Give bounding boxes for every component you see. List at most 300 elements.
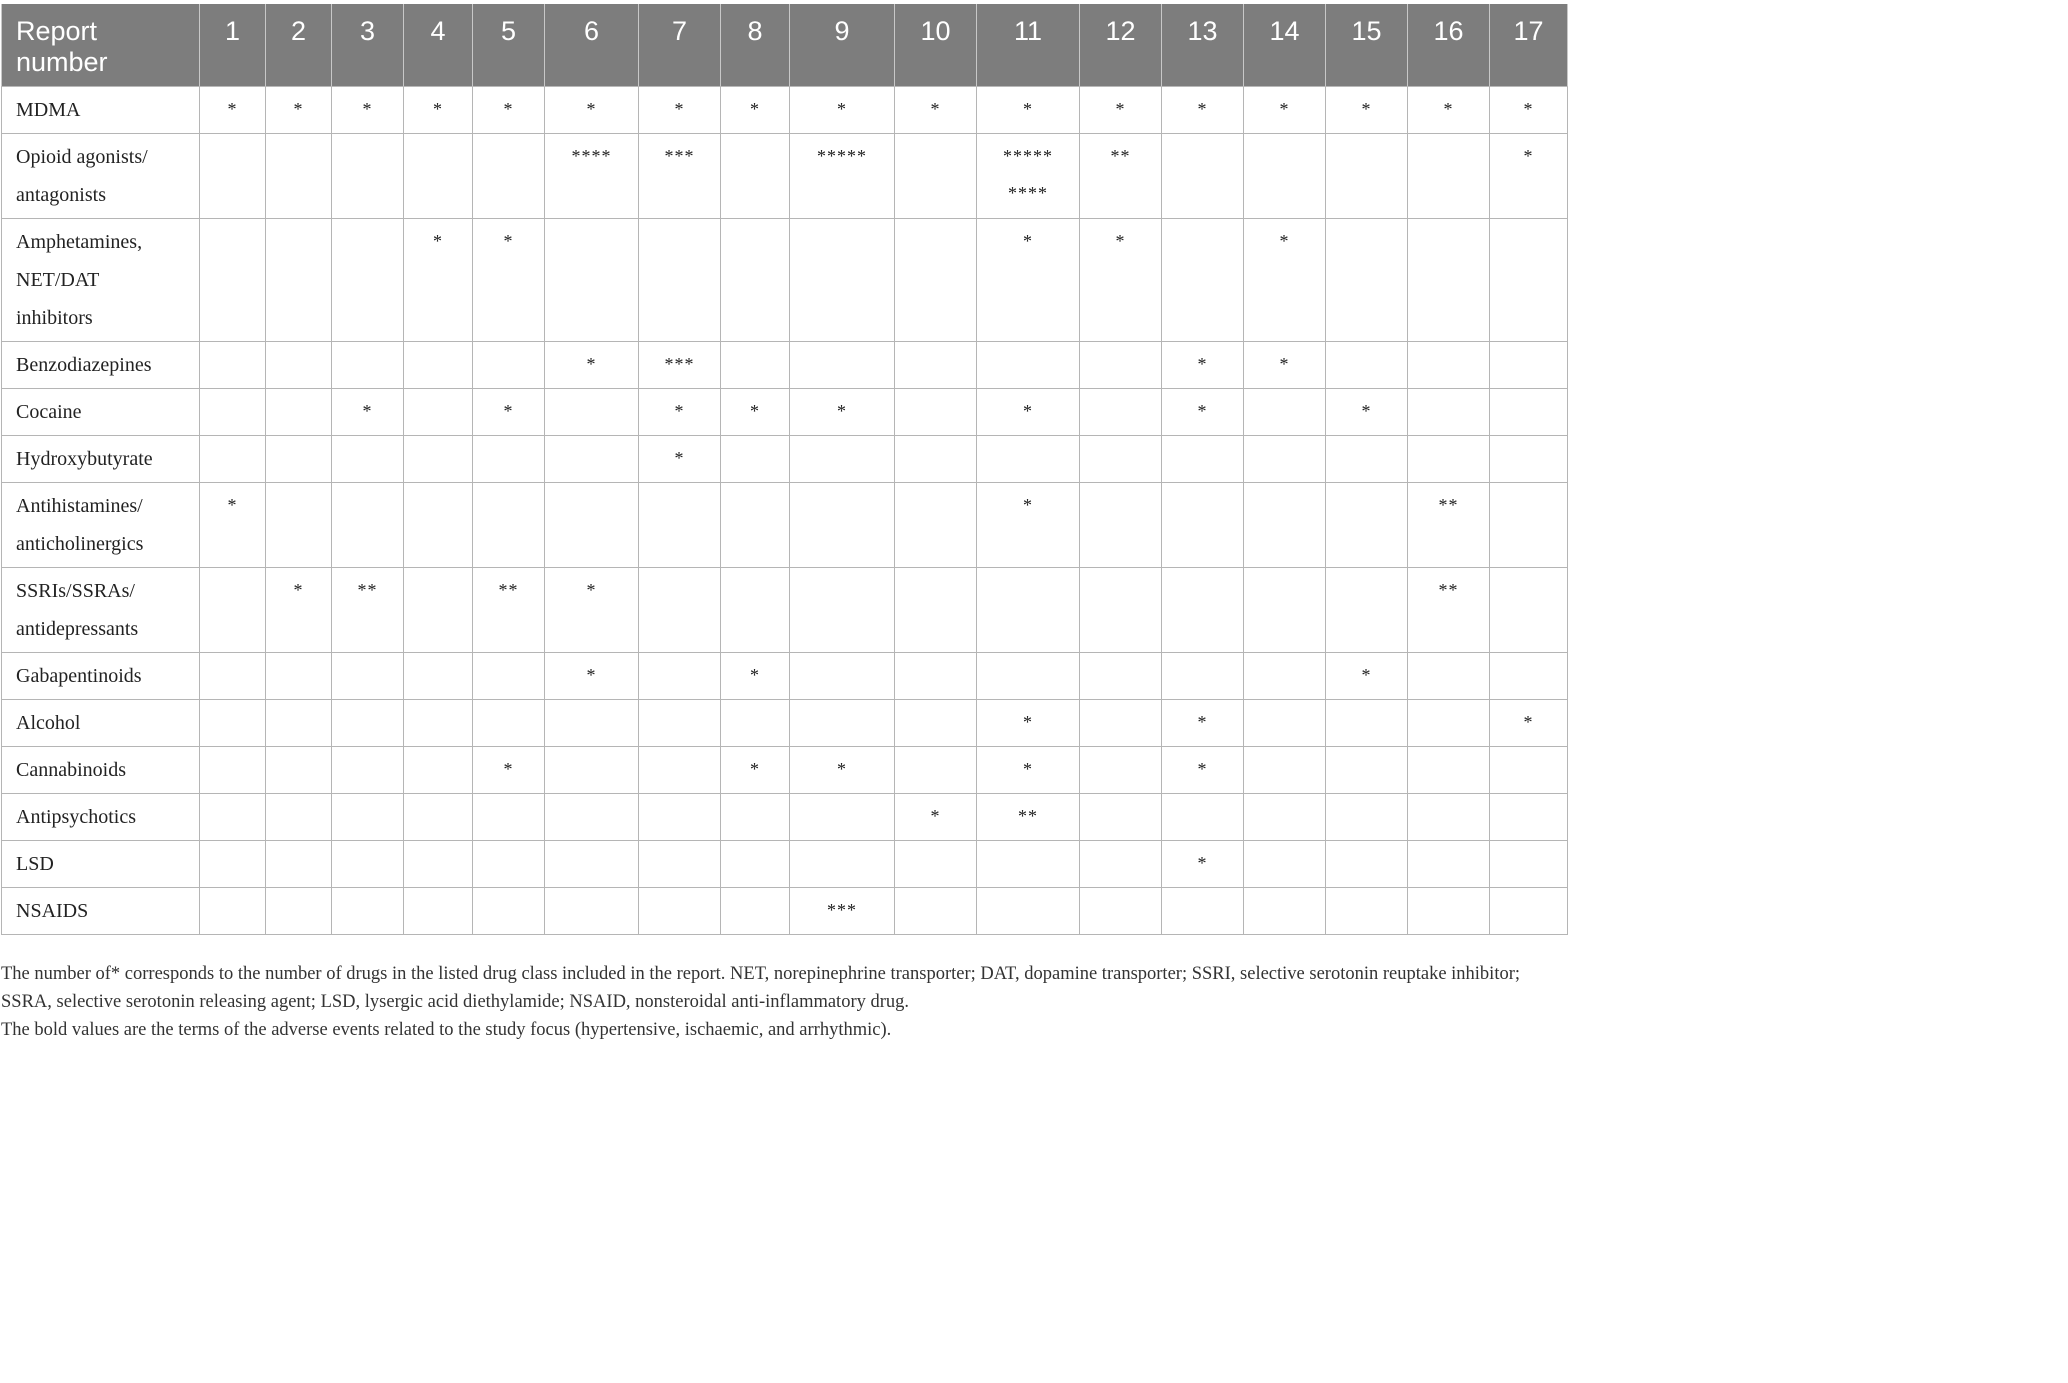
drug-count-cell	[721, 87, 790, 134]
drug-count-cell	[404, 568, 473, 653]
drug-count-stars: **	[1110, 146, 1131, 166]
drug-class-label: Cocaine	[2, 389, 200, 436]
drug-count-stars: *	[1523, 99, 1534, 119]
drug-count-cell	[545, 841, 639, 888]
drug-count-stars: *	[503, 99, 514, 119]
drug-count-cell	[1244, 747, 1326, 794]
drug-count-cell	[1244, 841, 1326, 888]
drug-count-stars: *	[1279, 99, 1290, 119]
drug-count-cell	[1080, 747, 1162, 794]
drug-count-cell	[1162, 700, 1244, 747]
drug-count-cell	[200, 794, 266, 841]
drug-count-cell	[545, 653, 639, 700]
drug-count-cell	[895, 219, 977, 342]
drug-count-cell	[200, 436, 266, 483]
drug-count-cell	[1244, 219, 1326, 342]
drug-count-stars: *	[837, 99, 847, 119]
drug-count-cell	[790, 747, 895, 794]
drug-count-stars: **	[1438, 495, 1459, 515]
drug-count-cell	[545, 436, 639, 483]
drug-count-cell	[639, 747, 721, 794]
drug-count-cell	[977, 483, 1080, 568]
drug-count-cell	[721, 568, 790, 653]
drug-count-cell	[473, 219, 545, 342]
drug-count-stars: *****	[817, 146, 867, 166]
drug-count-cell	[790, 794, 895, 841]
drug-count-stars: ***	[664, 354, 695, 374]
drug-count-cell	[1326, 794, 1408, 841]
drug-count-stars: *	[586, 354, 597, 374]
drug-count-cell	[200, 747, 266, 794]
drug-count-cell	[790, 342, 895, 389]
drug-count-cell	[639, 219, 721, 342]
drug-count-cell	[1244, 794, 1326, 841]
column-header-report-3: 3	[332, 4, 404, 87]
drug-count-cell	[895, 389, 977, 436]
drug-count-cell	[404, 134, 473, 219]
drug-count-stars: *	[227, 99, 238, 119]
drug-class-label: Antipsychotics	[2, 794, 200, 841]
drug-count-stars: **	[1018, 806, 1038, 826]
drug-count-cell	[977, 653, 1080, 700]
drug-count-cell	[1326, 841, 1408, 888]
drug-count-cell	[1326, 342, 1408, 389]
drug-count-cell	[1326, 888, 1408, 935]
drug-count-cell	[404, 747, 473, 794]
column-header-report-10: 10	[895, 4, 977, 87]
drug-count-cell	[977, 747, 1080, 794]
drug-count-cell	[977, 888, 1080, 935]
column-header-report-15: 15	[1326, 4, 1408, 87]
drug-count-cell	[200, 134, 266, 219]
drug-count-cell	[1326, 134, 1408, 219]
drug-count-cell	[895, 483, 977, 568]
drug-count-cell	[1490, 436, 1568, 483]
drug-count-cell	[332, 134, 404, 219]
drug-count-stars: *	[362, 99, 373, 119]
column-header-report-6: 6	[545, 4, 639, 87]
drug-count-cell	[977, 219, 1080, 342]
drug-count-cell	[1162, 568, 1244, 653]
drug-count-cell	[545, 794, 639, 841]
column-header-report-1: 1	[200, 4, 266, 87]
drug-count-cell	[1408, 389, 1490, 436]
drug-class-label: Cannabinoids	[2, 747, 200, 794]
drug-count-stars: *	[1197, 853, 1208, 873]
drug-count-cell	[332, 747, 404, 794]
drug-count-cell	[1244, 436, 1326, 483]
drug-count-cell	[977, 794, 1080, 841]
drug-count-cell	[1080, 219, 1162, 342]
drug-count-cell	[1244, 389, 1326, 436]
drug-count-stars: *	[674, 448, 685, 468]
drug-count-cell	[639, 888, 721, 935]
drug-count-cell	[1408, 653, 1490, 700]
drug-count-cell	[1162, 747, 1244, 794]
drug-count-cell	[1326, 653, 1408, 700]
column-header-report-13: 13	[1162, 4, 1244, 87]
drug-count-cell	[721, 888, 790, 935]
drug-count-cell	[790, 389, 895, 436]
drug-count-stars: *	[503, 759, 514, 779]
drug-count-stars: *	[1523, 146, 1534, 166]
column-header-report-5: 5	[473, 4, 545, 87]
drug-count-cell	[1408, 568, 1490, 653]
drug-count-cell	[639, 134, 721, 219]
drug-count-cell	[639, 87, 721, 134]
drug-count-cell	[1408, 747, 1490, 794]
drug-count-stars: *	[1023, 231, 1033, 251]
drug-count-stars: *	[362, 401, 373, 421]
drug-count-cell	[895, 653, 977, 700]
drug-count-cell	[332, 653, 404, 700]
drug-class-label: Antihistamines/ anticholinergics	[2, 483, 200, 568]
table-row	[2, 219, 1568, 342]
drug-count-cell	[639, 653, 721, 700]
drug-count-cell	[639, 389, 721, 436]
drug-count-cell	[266, 342, 332, 389]
drug-count-stars: *	[930, 806, 941, 826]
drug-count-cell	[473, 747, 545, 794]
header-row	[2, 4, 1568, 87]
drug-count-cell	[473, 87, 545, 134]
drug-count-cell	[721, 436, 790, 483]
drug-count-cell	[1080, 700, 1162, 747]
drug-count-cell	[977, 841, 1080, 888]
drug-count-cell	[332, 841, 404, 888]
drug-count-cell	[1490, 342, 1568, 389]
drug-count-cell	[404, 700, 473, 747]
drug-count-cell	[977, 342, 1080, 389]
table-row	[2, 888, 1568, 935]
drug-count-cell	[545, 389, 639, 436]
drug-count-cell	[200, 653, 266, 700]
drug-count-cell	[404, 219, 473, 342]
drug-count-cell	[1490, 483, 1568, 568]
drug-count-cell	[332, 219, 404, 342]
drug-count-stars: ***** ****	[1003, 146, 1053, 203]
drug-count-cell	[1490, 841, 1568, 888]
drug-class-label: Gabapentinoids	[2, 653, 200, 700]
drug-count-cell	[404, 436, 473, 483]
drug-count-cell	[639, 483, 721, 568]
drug-class-label: SSRIs/SSRAs/ antidepressants	[2, 568, 200, 653]
drug-count-cell	[639, 700, 721, 747]
drug-count-cell	[200, 568, 266, 653]
drug-count-cell	[473, 568, 545, 653]
drug-count-cell	[1162, 87, 1244, 134]
drug-count-stars: *	[750, 401, 760, 421]
drug-count-cell	[721, 841, 790, 888]
column-header-report-2: 2	[266, 4, 332, 87]
drug-count-cell	[1080, 389, 1162, 436]
drug-class-label: Alcohol	[2, 700, 200, 747]
drug-count-cell	[1244, 134, 1326, 219]
drug-count-cell	[200, 483, 266, 568]
drug-count-cell	[200, 389, 266, 436]
drug-count-cell	[200, 700, 266, 747]
drug-count-stars: *	[503, 401, 514, 421]
drug-count-stars: *	[1279, 354, 1290, 374]
drug-count-cell	[473, 483, 545, 568]
drug-count-cell	[545, 568, 639, 653]
drug-count-cell	[1162, 483, 1244, 568]
drug-count-cell	[790, 219, 895, 342]
drug-count-cell	[1326, 389, 1408, 436]
drug-count-cell	[266, 653, 332, 700]
column-header-report-11: 11	[977, 4, 1080, 87]
table-row	[2, 483, 1568, 568]
drug-class-label: Amphetamines, NET/DAT inhibitors	[2, 219, 200, 342]
drug-count-stars: *	[433, 99, 443, 119]
drug-count-cell	[721, 700, 790, 747]
drug-count-cell	[790, 436, 895, 483]
table-row	[2, 568, 1568, 653]
drug-count-cell	[639, 436, 721, 483]
drug-count-cell	[266, 888, 332, 935]
drug-count-cell	[721, 342, 790, 389]
drug-count-stars: *	[586, 665, 597, 685]
drug-count-cell	[1080, 483, 1162, 568]
drug-count-cell	[790, 653, 895, 700]
drug-count-stars: *	[293, 99, 304, 119]
drug-count-stars: *	[227, 495, 238, 515]
drug-class-label: Benzodiazepines	[2, 342, 200, 389]
drug-count-cell	[1326, 568, 1408, 653]
drug-count-stars: *	[1197, 99, 1208, 119]
drug-count-stars: *	[1197, 759, 1208, 779]
drug-count-cell	[404, 87, 473, 134]
drug-count-stars: **	[498, 580, 519, 600]
drug-count-cell	[545, 747, 639, 794]
drug-count-stars: *	[1023, 759, 1033, 779]
drug-count-cell	[404, 794, 473, 841]
drug-count-cell	[790, 841, 895, 888]
drug-count-cell	[1244, 653, 1326, 700]
table-row	[2, 794, 1568, 841]
drug-class-label: MDMA	[2, 87, 200, 134]
drug-count-cell	[895, 568, 977, 653]
drug-count-cell	[1080, 342, 1162, 389]
drug-count-stars: *	[930, 99, 941, 119]
drug-count-cell	[473, 841, 545, 888]
table-row	[2, 134, 1568, 219]
drug-count-cell	[545, 219, 639, 342]
drug-count-cell	[1326, 747, 1408, 794]
drug-count-cell	[1490, 700, 1568, 747]
drug-count-stars: *	[503, 231, 514, 251]
drug-count-stars: *	[586, 580, 597, 600]
table-row	[2, 700, 1568, 747]
drug-count-cell	[1408, 219, 1490, 342]
drug-count-cell	[977, 700, 1080, 747]
drug-count-cell	[1080, 436, 1162, 483]
drug-count-stars: *	[293, 580, 304, 600]
drug-count-stars: *	[1023, 99, 1033, 119]
drug-count-cell	[545, 483, 639, 568]
drug-count-cell	[977, 568, 1080, 653]
drug-count-cell	[1326, 700, 1408, 747]
drug-count-cell	[1080, 794, 1162, 841]
drug-count-cell	[404, 389, 473, 436]
drug-count-cell	[1162, 653, 1244, 700]
drug-count-cell	[1080, 888, 1162, 935]
drug-count-stars: *	[837, 759, 847, 779]
drug-count-cell	[790, 700, 895, 747]
drug-count-cell	[1326, 87, 1408, 134]
drug-count-cell	[977, 134, 1080, 219]
drug-count-cell	[1490, 747, 1568, 794]
drug-count-cell	[200, 342, 266, 389]
drug-count-cell	[200, 219, 266, 342]
drug-count-cell	[721, 747, 790, 794]
drug-count-stars: *	[674, 99, 685, 119]
drug-count-cell	[977, 389, 1080, 436]
drug-count-cell	[1080, 87, 1162, 134]
drug-count-cell	[1162, 219, 1244, 342]
drug-count-cell	[332, 700, 404, 747]
drug-count-cell	[1490, 87, 1568, 134]
drug-count-cell	[721, 653, 790, 700]
column-header-report-16: 16	[1408, 4, 1490, 87]
drug-count-stars: ***	[664, 146, 695, 166]
drug-class-label: Hydroxybutyrate	[2, 436, 200, 483]
table-body	[2, 87, 1568, 935]
drug-count-cell	[473, 342, 545, 389]
drug-count-cell	[790, 134, 895, 219]
drug-count-stars: **	[357, 580, 378, 600]
drug-count-cell	[1490, 653, 1568, 700]
drug-count-stars: *	[1197, 354, 1208, 374]
drug-count-cell	[473, 436, 545, 483]
drug-count-cell	[266, 841, 332, 888]
drug-count-cell	[266, 436, 332, 483]
drug-count-cell	[1244, 700, 1326, 747]
drug-count-cell	[721, 794, 790, 841]
drug-count-cell	[266, 568, 332, 653]
drug-count-stars: *	[750, 665, 760, 685]
drug-count-cell	[1490, 794, 1568, 841]
drug-count-cell	[1080, 568, 1162, 653]
drug-count-cell	[404, 653, 473, 700]
drug-class-label: Opioid agonists/ antagonists	[2, 134, 200, 219]
drug-count-cell	[1162, 342, 1244, 389]
drug-count-cell	[1490, 134, 1568, 219]
drug-count-cell	[1490, 389, 1568, 436]
table-row	[2, 747, 1568, 794]
drug-count-cell	[895, 342, 977, 389]
drug-count-cell	[1244, 87, 1326, 134]
drug-count-cell	[721, 134, 790, 219]
drug-count-cell	[895, 134, 977, 219]
drug-count-cell	[404, 342, 473, 389]
drug-count-cell	[1162, 841, 1244, 888]
drug-count-cell	[545, 342, 639, 389]
drug-count-cell	[790, 87, 895, 134]
drug-count-cell	[895, 700, 977, 747]
drug-count-stars: *	[1115, 231, 1126, 251]
drug-count-stars: *	[1279, 231, 1290, 251]
table-row	[2, 436, 1568, 483]
drug-count-cell	[545, 888, 639, 935]
drug-count-cell	[473, 888, 545, 935]
drug-count-cell	[332, 568, 404, 653]
drug-count-cell	[1408, 134, 1490, 219]
table-row	[2, 841, 1568, 888]
drug-count-stars: *	[586, 99, 597, 119]
column-header-report-17: 17	[1490, 4, 1568, 87]
report-number-header: Report number	[2, 4, 200, 87]
footnote-bold-values: The bold values are the terms of the adverse events related to the study focus (hypertensive, ischaemic, and arrhythmic).	[1, 1020, 892, 1040]
column-header-report-7: 7	[639, 4, 721, 87]
drug-count-cell	[1080, 841, 1162, 888]
drug-count-cell	[790, 568, 895, 653]
drug-count-cell	[977, 87, 1080, 134]
drug-count-stars: *	[1361, 401, 1372, 421]
drug-class-label: LSD	[2, 841, 200, 888]
drug-count-cell	[1162, 888, 1244, 935]
drug-count-cell	[266, 483, 332, 568]
drug-count-cell	[545, 87, 639, 134]
drug-count-stars: *	[433, 231, 443, 251]
drug-count-stars: *	[674, 401, 685, 421]
drug-count-cell	[545, 700, 639, 747]
column-header-report-9: 9	[790, 4, 895, 87]
drug-count-stars: *	[1523, 712, 1534, 732]
drug-count-cell	[266, 794, 332, 841]
drug-count-cell	[721, 219, 790, 342]
drug-count-stars: ***	[827, 900, 857, 920]
drug-count-cell	[200, 841, 266, 888]
drug-count-cell	[332, 436, 404, 483]
drug-count-stars: *	[750, 759, 760, 779]
drug-count-cell	[639, 342, 721, 389]
drug-count-cell	[790, 483, 895, 568]
drug-count-stars: *	[1023, 495, 1033, 515]
drug-count-cell	[473, 794, 545, 841]
drug-count-cell	[1490, 219, 1568, 342]
drug-count-cell	[639, 841, 721, 888]
drug-count-cell	[1244, 483, 1326, 568]
drug-count-stars: *	[1443, 99, 1454, 119]
drug-count-cell	[266, 700, 332, 747]
drug-count-cell	[1408, 436, 1490, 483]
drug-count-cell	[200, 87, 266, 134]
drug-count-cell	[1408, 87, 1490, 134]
drug-count-cell	[1244, 888, 1326, 935]
drug-count-stars: *	[1023, 712, 1033, 732]
drug-count-cell	[1162, 794, 1244, 841]
drug-count-stars: *	[1197, 401, 1208, 421]
drug-count-cell	[332, 794, 404, 841]
drug-count-cell	[266, 87, 332, 134]
drug-count-cell	[1080, 653, 1162, 700]
column-header-report-12: 12	[1080, 4, 1162, 87]
drug-count-cell	[266, 134, 332, 219]
drug-count-cell	[200, 888, 266, 935]
drug-count-cell	[1408, 342, 1490, 389]
drug-count-cell	[266, 389, 332, 436]
table-row	[2, 653, 1568, 700]
drug-count-cell	[1408, 888, 1490, 935]
drug-count-cell	[1326, 219, 1408, 342]
drug-count-stars: *	[1361, 665, 1372, 685]
drug-count-cell	[639, 568, 721, 653]
table-row	[2, 389, 1568, 436]
drug-count-cell	[1162, 436, 1244, 483]
drug-count-cell	[895, 87, 977, 134]
footnote-abbreviations: The number of* corresponds to the number of drugs in the listed drug class included in the report. NET, norepinephrine transporter; DAT, dopamine transporter; SSRI, selective serotonin reuptake inhibitor; SSRA, selective serotonin releasing agent; LSD, lysergic acid diethylamide; NSAID, nonsteroidal anti-inflammatory drug.	[1, 964, 1521, 1012]
